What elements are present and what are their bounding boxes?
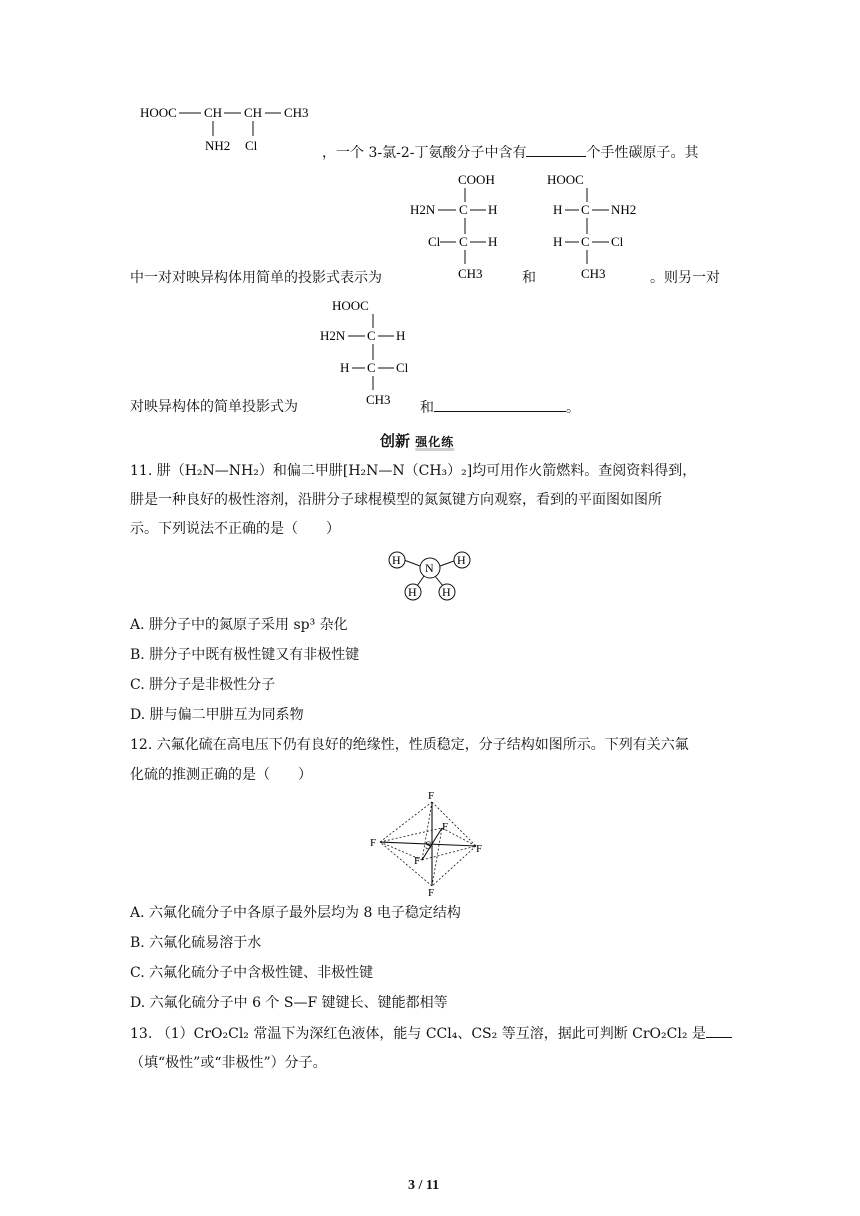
q11-option-c: C. 肼分子是非极性分子 bbox=[130, 677, 276, 693]
svg-text:HOOC: HOOC bbox=[547, 172, 584, 187]
svg-text:NH2: NH2 bbox=[611, 202, 637, 217]
sf6-figure bbox=[368, 790, 492, 898]
formula-nh2: NH2 bbox=[205, 138, 231, 153]
q11-option-a: A. 肼分子中的氮原子采用 sp³ 杂化 bbox=[130, 617, 348, 633]
svg-text:Cl: Cl bbox=[396, 360, 409, 375]
svg-text:H2N: H2N bbox=[410, 202, 436, 217]
formula-ch-1: CH bbox=[204, 105, 223, 120]
q11-stem-1: 11. 肼（H₂N—NH₂）和偏二甲肼[H₂N—N（CH₃）₂]均可用作火箭燃料。查阅资料得到， bbox=[130, 463, 697, 479]
q11-option-b: B. 肼分子中既有极性键又有非极性键 bbox=[130, 647, 360, 663]
q12-option-b: B. 六氟化硫易溶于水 bbox=[130, 935, 262, 951]
amino-acid-formula bbox=[135, 100, 325, 158]
svg-text:N: N bbox=[425, 561, 434, 575]
svg-text:F: F bbox=[428, 790, 435, 802]
q10-and-1: 和 bbox=[522, 270, 536, 286]
q11-option-d: D. 肼与偏二甲肼互为同系物 bbox=[130, 707, 304, 723]
svg-text:H: H bbox=[340, 360, 350, 375]
svg-text:H: H bbox=[488, 202, 498, 217]
q10-blank-chiral-count[interactable] bbox=[526, 142, 586, 157]
projection-1 bbox=[408, 168, 518, 284]
q12-option-d: D. 六氟化硫分子中 6 个 S—F 键键长、键能都相等 bbox=[130, 995, 448, 1011]
formula-cl: Cl bbox=[245, 138, 258, 153]
q10-line3-suffix: 。 bbox=[566, 400, 580, 416]
formula-ch-2: CH bbox=[244, 105, 263, 120]
section-sub: 强化练 bbox=[415, 435, 455, 449]
q13-line2: （填“极性”或“非极性”）分子。 bbox=[130, 1055, 327, 1071]
q10-line3-prefix: 对映异构体的简单投影式为 bbox=[130, 399, 298, 415]
svg-text:Cl: Cl bbox=[611, 234, 624, 249]
svg-text:C: C bbox=[367, 328, 376, 343]
svg-text:C: C bbox=[367, 360, 376, 375]
q10-line1 bbox=[322, 142, 698, 163]
formula-ch3: CH3 bbox=[284, 105, 309, 120]
q13-line1 bbox=[130, 1023, 732, 1044]
svg-text:CH3: CH3 bbox=[366, 392, 391, 407]
svg-text:H: H bbox=[553, 202, 563, 217]
svg-text:H2N: H2N bbox=[320, 328, 346, 343]
svg-text:COOH: COOH bbox=[458, 172, 495, 187]
q11-stem-3: 示。下列说法不正确的是（ ） bbox=[130, 521, 340, 537]
projection-2 bbox=[545, 168, 655, 284]
q10-line1-prefix: ，一个 3-氯-2-丁氨酸分子中含有 bbox=[322, 145, 527, 161]
svg-text:Cl: Cl bbox=[428, 234, 441, 249]
page-number: 3 / 11 bbox=[408, 1178, 440, 1193]
svg-text:C: C bbox=[459, 202, 468, 217]
svg-text:CH3: CH3 bbox=[458, 266, 483, 281]
q10-blank-projection[interactable] bbox=[434, 397, 566, 412]
q13-blank-polarity[interactable] bbox=[706, 1023, 732, 1038]
q10-and-2: 和 bbox=[420, 400, 434, 416]
svg-text:HOOC: HOOC bbox=[332, 298, 369, 313]
q10-line3-tail bbox=[420, 397, 580, 418]
svg-text:H: H bbox=[457, 553, 466, 567]
svg-text:F: F bbox=[414, 855, 421, 867]
svg-text:CH3: CH3 bbox=[581, 266, 606, 281]
svg-text:F: F bbox=[476, 843, 483, 855]
svg-text:S: S bbox=[425, 838, 432, 852]
q10-line2-suffix: 。则另一对 bbox=[650, 270, 720, 286]
svg-text:H: H bbox=[553, 234, 563, 249]
svg-text:F: F bbox=[428, 887, 435, 898]
projection-3 bbox=[318, 294, 428, 410]
q12-stem-1: 12. 六氟化硫在高电压下仍有良好的绝缘性，性质稳定，分子结构如图所示。下列有关六氟 bbox=[130, 737, 689, 753]
svg-text:H: H bbox=[488, 234, 498, 249]
q13-line1-text: 13. （1）CrO₂Cl₂ 常温下为深红色液体，能与 CCl₄、CS₂ 等互溶，据此可判断 CrO₂Cl₂ 是 bbox=[130, 1026, 706, 1042]
svg-text:C: C bbox=[459, 234, 468, 249]
q12-stem-2: 化硫的推测正确的是（ ） bbox=[130, 767, 312, 783]
formula-hooc: HOOC bbox=[140, 105, 177, 120]
q10-line2-prefix: 中一对对映异构体用简单的投影式表示为 bbox=[130, 270, 382, 286]
section-main: 创新 bbox=[380, 432, 411, 450]
svg-text:C: C bbox=[581, 234, 590, 249]
q11-stem-2: 肼是一种良好的极性溶剂，沿肼分子球棍模型的氮氮键方向观察，看到的平面图如图所 bbox=[130, 492, 662, 508]
svg-text:C: C bbox=[581, 202, 590, 217]
svg-text:H: H bbox=[392, 553, 401, 567]
svg-text:H: H bbox=[396, 328, 406, 343]
svg-text:H: H bbox=[442, 585, 451, 599]
hydrazine-figure bbox=[380, 544, 480, 606]
q12-option-c: C. 六氟化硫分子中含极性键、非极性键 bbox=[130, 965, 374, 981]
q10-line1-suffix: 个手性碳原子。其 bbox=[586, 145, 699, 161]
svg-text:H: H bbox=[408, 585, 417, 599]
svg-text:F: F bbox=[442, 821, 449, 833]
svg-text:F: F bbox=[370, 837, 377, 849]
q12-option-a: A. 六氟化硫分子中各原子最外层均为 8 电子稳定结构 bbox=[130, 905, 461, 921]
section-header bbox=[380, 430, 454, 451]
